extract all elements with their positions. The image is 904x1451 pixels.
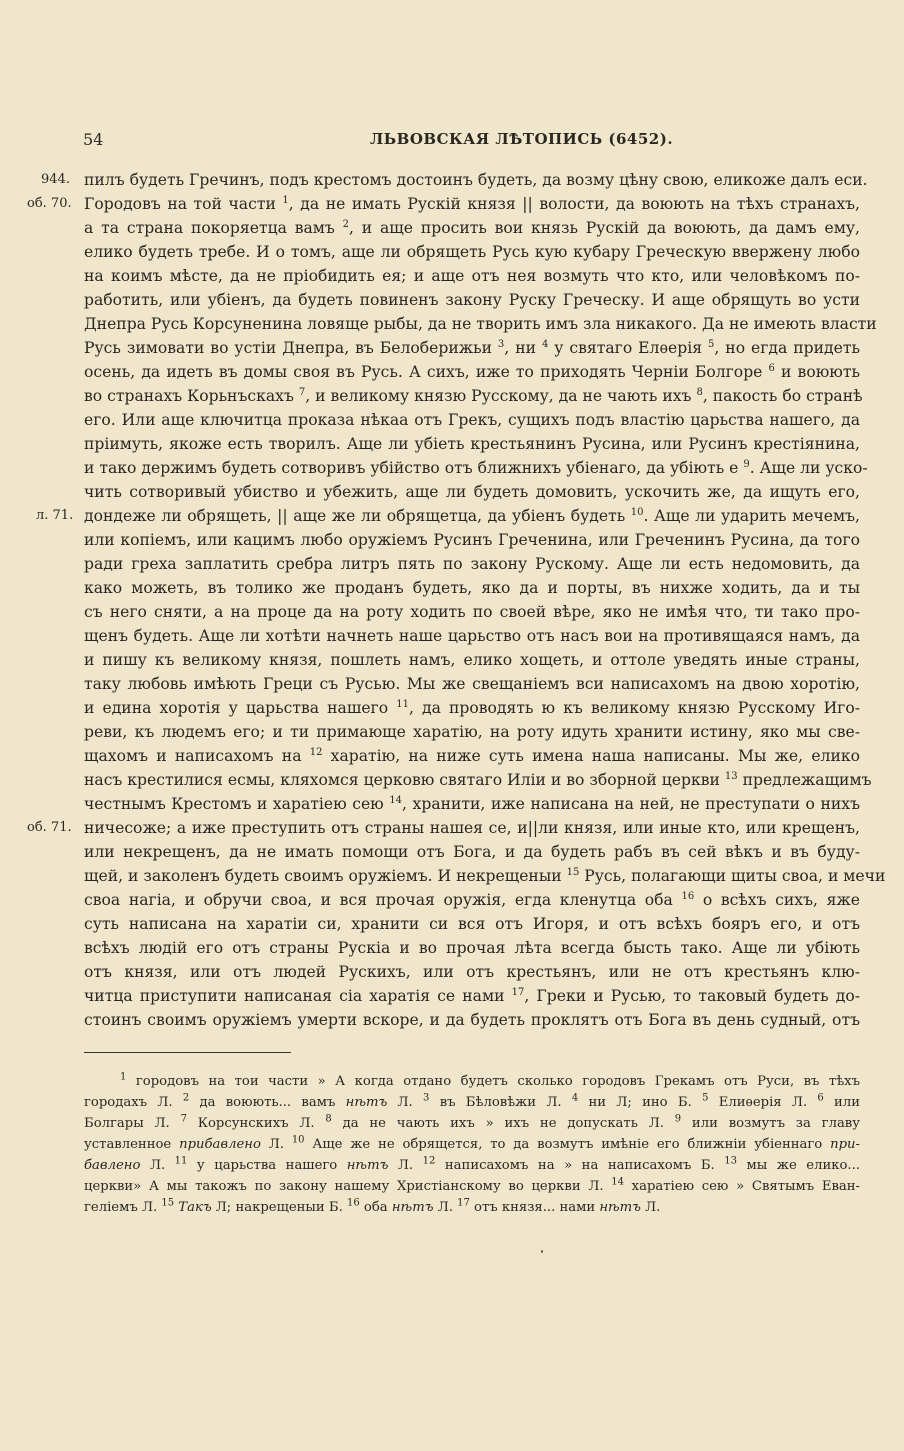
footnote-line [84, 1113, 860, 1134]
text-run: Русь зимовати во устіи Днепра, въ Белоберижьи [84, 339, 498, 357]
text-line [84, 648, 860, 672]
italic-text: нѣтъ [346, 1158, 389, 1173]
text-line [84, 960, 860, 984]
text-run: како можеть, въ толико же проданъ будеть, яко да и порты, въ нихже ходить, да и ты [84, 579, 860, 597]
text-run: и пишу къ великому князя, пошлеть намъ, елико хощеть, и оттоле уведять иные страны, [84, 651, 860, 669]
footnote-marker: 15 [161, 1197, 175, 1209]
text-line [84, 672, 860, 696]
text-line [84, 336, 860, 360]
text-run: насъ крестилися есмы, кляхомся церковю святаго Иліи и во зборной церкви [84, 771, 725, 789]
footnote-marker: 10 [630, 506, 644, 518]
text-run: пріимуть, якоже есть творилъ. Аще ли убіеть крестьянинъ Русина, или Русинъ крестіянина, [84, 435, 860, 453]
italic-text: при- [830, 1137, 860, 1152]
footnote-marker: 6 [817, 1092, 824, 1104]
text-line [84, 408, 860, 432]
italic-text: прибавлено [179, 1137, 261, 1152]
text-run: Л. [433, 1200, 458, 1215]
footnote-marker: 17 [511, 986, 525, 998]
text-run: во странахъ Корьнъскахъ [84, 387, 299, 405]
footnote-marker: 11 [396, 698, 409, 710]
footnote-marker: 3 [497, 338, 505, 350]
text-line [84, 360, 860, 384]
footnote-line [84, 1155, 860, 1176]
text-run: у царьства нашего [187, 1158, 347, 1173]
text-run: осень, да идеть въ домы своя въ Русь. А сихъ, иже то приходять Черніи Болгоре [84, 363, 769, 381]
text-run: суть написана на харатіи си, хранити си вся отъ Игоря, и отъ всѣхъ бояръ его, и отъ [84, 915, 860, 933]
text-run: Л. [388, 1158, 423, 1173]
italic-text: нѣтъ [391, 1200, 434, 1215]
text-line [84, 696, 860, 720]
text-line [84, 552, 860, 576]
text-line [84, 576, 860, 600]
text-line [84, 936, 860, 960]
footnote-marker: 5 [702, 1092, 709, 1104]
text-line [84, 168, 868, 192]
text-run: работить, или убіенъ, да будеть повиненъ закону Руску Греческу. И аще обрящуть во усти [84, 291, 860, 309]
text-run: читца приступити написаная сіа харатія се нами [84, 987, 512, 1005]
text-run: стоинъ своимъ оружіемъ умерти вскоре, и да будеть проклятъ отъ Бога въ день судный, отъ [84, 1011, 860, 1029]
text-run: оба [359, 1200, 392, 1215]
margin-note-folio: л. 71. [36, 508, 74, 523]
text-line [84, 216, 860, 240]
text-run: городовъ на тои части » А когда отдано будетъ сколько городовъ Грекамъ отъ Руси, въ тѣхъ [126, 1074, 860, 1089]
text-line [84, 192, 860, 216]
text-run: пилъ будеть Гречинъ, подъ крестомъ достоинъ будеть, да возму цѣну свою, еликоже далъ еси. [84, 171, 868, 189]
text-run: Городовъ на той части [84, 195, 283, 213]
footnote-marker: 3 [423, 1092, 430, 1104]
footnote-marker: 2 [342, 218, 350, 230]
text-run: чить сотворивый убиство и убежить, аще ли будеть домовить, ускочить же, да ищуть его, [84, 483, 860, 501]
text-run: . Аще ли уско- [749, 459, 868, 477]
footnote-marker: 14 [389, 794, 403, 806]
text-line [84, 240, 860, 264]
margin-note-year: 944. [41, 172, 70, 187]
text-line [84, 864, 886, 888]
footnote-marker: 4 [571, 1092, 579, 1104]
text-line [84, 768, 872, 792]
text-line [84, 792, 860, 816]
page-number: 54 [83, 130, 104, 149]
footnote-marker: 5 [708, 338, 715, 350]
page-header [83, 130, 864, 152]
text-run: всѣхъ людій его отъ страны Рускіа и во прочая лѣта всегда бысть тако. Аще ли убіють [84, 939, 860, 957]
text-line [84, 456, 868, 480]
text-run: , пакость бо странѣ [702, 387, 863, 405]
footnote-divider [84, 1052, 291, 1053]
text-run: Русь, полагающи щиты своа, и мечи [579, 867, 886, 885]
text-run: церкви» А мы такожъ по закону нашему Христіанскому во церкви Л. [84, 1179, 612, 1194]
footnote-marker: 11 [174, 1155, 188, 1167]
text-run: и тако держимъ будеть сотворивъ убійство отъ ближнихъ убіенаго, да убіють е [84, 459, 744, 477]
text-run: да не чають ихъ » ихъ не допускать Л. [331, 1116, 675, 1131]
text-line [84, 888, 860, 912]
footnote-marker: 7 [180, 1113, 187, 1125]
text-run: и едина хоротія у царьства нашего [84, 699, 397, 717]
text-line [84, 816, 860, 840]
text-line [84, 384, 863, 408]
text-run: отъ князя... нами [469, 1200, 600, 1215]
margin-note-folio: об. 71. [27, 820, 72, 835]
footnote-marker: 1 [120, 1071, 127, 1083]
running-title: ЛЬВОВСКАЯ ЛѢТОПИСЬ (6452). [370, 130, 674, 148]
text-run: Л. [260, 1137, 292, 1152]
text-run: , но егда придеть [714, 339, 860, 357]
text-run: харатію, на ниже суть имена наша написаны. Мы же, елико [322, 747, 860, 765]
text-run: Елиѳерія Л. [708, 1095, 818, 1110]
text-line [84, 504, 860, 528]
text-run: въ Бѣловѣжи Л. [429, 1095, 572, 1110]
text-run: ради греха заплатить сребра литръ пять по закону Рускому. Аще ли есть недомовить, да [84, 555, 860, 573]
text-run: , хранити, иже написана на ней, не преступати о нихъ [402, 795, 860, 813]
text-line [84, 432, 860, 456]
italic-text: бавлено [84, 1158, 141, 1173]
text-run: . Аще ли ударить мечемъ, [643, 507, 860, 525]
text-run: написахомъ на » на написахомъ Б. [435, 1158, 725, 1173]
text-line [84, 720, 860, 744]
text-run: съ него сняти, а на проце да на роту ходить по своей вѣре, яко не имѣя что, ти тако про- [84, 603, 860, 621]
text-run: Л. [640, 1200, 661, 1215]
footnote-marker: 12 [422, 1155, 436, 1167]
text-line [84, 264, 860, 288]
text-run: щей, и заколенъ будеть своимъ оружіемъ. И некрещеныи [84, 867, 567, 885]
text-run: харатіею сею » Святымъ Еван- [623, 1179, 860, 1194]
text-line [84, 288, 860, 312]
text-line [84, 1008, 860, 1032]
text-run: , Греки и Русью, то таковый будеть до- [524, 987, 861, 1005]
text-run: дондеже ли обрящеть, || аще же ли обрящетца, да убіенъ будеть [84, 507, 631, 525]
text-run: щахомъ и написахомъ на [84, 747, 310, 765]
text-run: уставленное [84, 1137, 180, 1152]
text-run: или возмутъ за главу [681, 1116, 860, 1131]
text-run: а та страна покоряетца вамъ [84, 219, 343, 237]
footnote-marker: 2 [182, 1092, 190, 1104]
text-run: , да проводять ю къ великому князю Русскому Иго- [408, 699, 860, 717]
margin-note-folio: об. 70. [27, 196, 72, 211]
text-run: щенъ будеть. Аще ли хотѣти начнеть наше царьство отъ насъ вои на противящаяся намъ, да [84, 627, 860, 645]
footnote-marker: 12 [309, 746, 323, 758]
text-line [84, 480, 860, 504]
footnote-line [84, 1176, 860, 1197]
text-run: реви, къ людемъ его; и ти примающе харатію, на роту идуть хранити истину, яко мы све- [84, 723, 860, 741]
text-run: Болгары Л. [84, 1116, 181, 1131]
paper-speck [541, 1250, 543, 1253]
text-line [84, 624, 860, 648]
text-run: ни Л; ино Б. [578, 1095, 703, 1110]
text-line [84, 840, 860, 864]
footnote-marker: 8 [696, 386, 703, 398]
text-line [84, 312, 877, 336]
text-run: , ни [504, 339, 542, 357]
text-run: городахъ Л. [84, 1095, 183, 1110]
text-run: Л; накрещеныи Б. [211, 1200, 347, 1215]
text-run: или некрещенъ, да не имать помощи отъ Бога, и да будеть рабъ въ сей вѣкъ и въ буду- [84, 843, 860, 861]
text-run: геліемъ Л. [84, 1200, 162, 1215]
text-run: , да не имать Рускій князя || волости, да воюють на тѣхъ странахъ, [288, 195, 860, 213]
footnote-marker: 13 [724, 770, 738, 782]
text-run: елико будеть требе. И о томъ, аще ли обрящеть Русь кую кубару Греческую ввержену любо [84, 243, 860, 261]
text-run: своа нагіа, и обручи своа, и вся прочая оружія, егда кленутца оба [84, 891, 682, 909]
italic-text: нѣтъ [599, 1200, 641, 1215]
footnote-marker: 7 [298, 386, 306, 398]
italic-text: нѣтъ [345, 1095, 388, 1110]
footnote-marker: 9 [743, 458, 750, 470]
text-run: Л. [140, 1158, 175, 1173]
text-run: Л. [387, 1095, 424, 1110]
text-run: или копіемъ, или кацимъ любо оружіемъ Русинъ Греченина, или Греченинъ Русина, да того [84, 531, 860, 549]
footnote-line [84, 1134, 860, 1155]
footnote-line [84, 1092, 860, 1113]
text-run: Днепра Русь Корсуненина ловяще рыбы, да не творить имъ зла никакого. Да не имеють власти [84, 315, 877, 333]
footnote-line [84, 1197, 860, 1218]
italic-text: Такъ [178, 1200, 212, 1215]
text-run: , и великому князю Русскому, да не чають ихъ [305, 387, 697, 405]
footnote-marker: 14 [611, 1176, 624, 1188]
footnote-marker: 1 [282, 194, 289, 206]
footnote-marker: 4 [541, 338, 549, 350]
text-line [84, 528, 860, 552]
text-run: , и аще просить вои князь Рускій да воюють, да дамъ ему, [349, 219, 860, 237]
text-run: Корсунскихъ Л. [186, 1116, 326, 1131]
text-run: отъ князя, или отъ людей Рускихъ, или отъ крестьянъ, или не отъ крестьянъ клю- [84, 963, 860, 981]
footnote-marker: 15 [566, 866, 580, 878]
footnote-marker: 13 [724, 1155, 738, 1167]
text-run: на коимъ мѣсте, да не пріобидить ея; и аще отъ нея возмуть что кто, или человѣкомъ по- [84, 267, 860, 285]
footnote-marker: 16 [681, 890, 695, 902]
text-run: о всѣхъ сихъ, яже [694, 891, 861, 909]
text-run: ничесоже; а иже преступить отъ страны нашея се, и||ли князя, или иные кто, или крещенъ, [84, 819, 860, 837]
text-line [84, 600, 860, 624]
text-run: и воюють [774, 363, 860, 381]
footnote-line [120, 1071, 860, 1092]
text-run: его. Или аще ключитца проказа нѣкаа отъ Грекъ, сущихъ подъ властію царьства нашего, да [84, 411, 860, 429]
footnote-marker: 9 [674, 1113, 682, 1125]
text-run: таку любовь имѣють Греци съ Русью. Мы же свещаніемъ вси написахомъ на двою хоротію, [84, 675, 860, 693]
footnote-marker: 16 [347, 1197, 360, 1209]
text-run: Аще же не обрящется, то да возмутъ имѣніе его ближніи убіеннаго [304, 1137, 831, 1152]
text-line [84, 744, 860, 768]
footnote-marker: 17 [457, 1197, 470, 1209]
footnote-marker: 6 [768, 362, 775, 374]
text-run: у святаго Елѳерія [548, 339, 709, 357]
text-run: да воюють... вамъ [189, 1095, 346, 1110]
footnote-marker: 10 [291, 1134, 305, 1146]
text-run: или [823, 1095, 861, 1110]
text-line [84, 984, 860, 1008]
text-line [84, 912, 860, 936]
text-run: предлежащимъ [737, 771, 872, 789]
footnote-marker: 8 [325, 1113, 332, 1125]
text-run: честнымъ Крестомъ и харатіею сею [84, 795, 390, 813]
text-run: мы же елико... [737, 1158, 860, 1173]
